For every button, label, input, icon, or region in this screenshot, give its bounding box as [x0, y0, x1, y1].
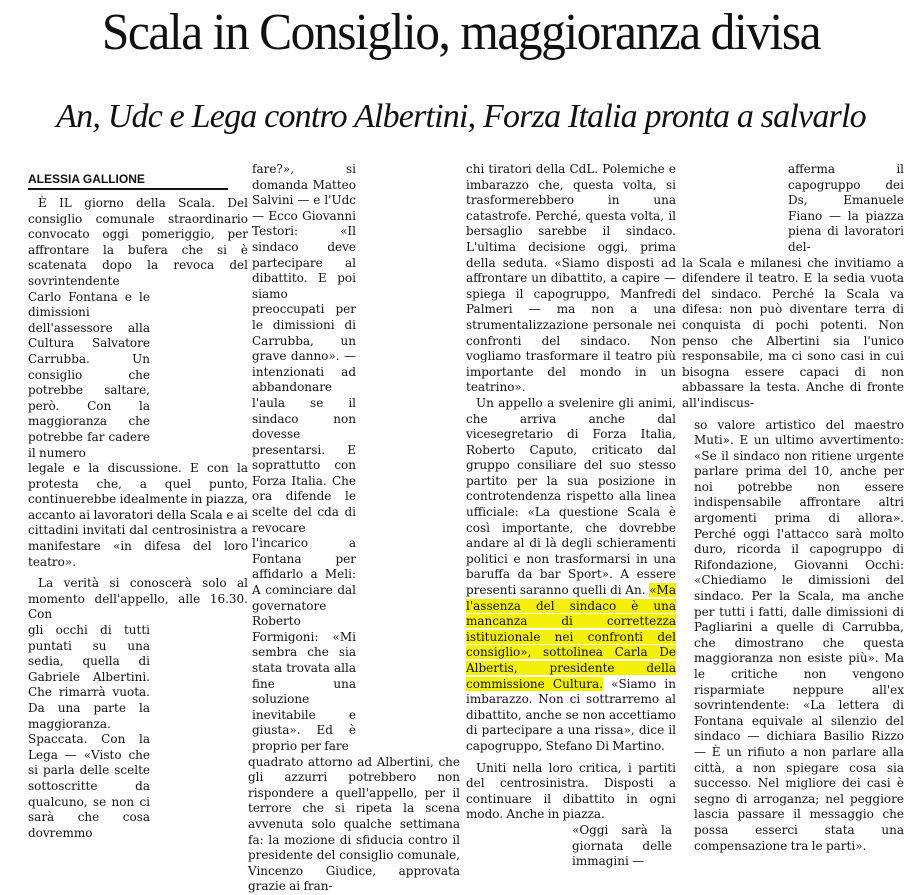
col2-paragraph-wide: quadrato attorno ad Albertini, che gli azzurri potrebbero non rispondere a quell'appello, per il terrore che si ripeta la scena avvenuta solo qualche settimana fa: la mozione di sfiducia contro il presidente del consiglio comunale, Vincenzo Giudice, approvata grazie ai fran-	[248, 754, 460, 894]
col2-paragraph-narrow: fare?», si domanda Matteo Salvini — e l'Udc — Ecco Giovanni Testori: «Il sindaco deve partecipare al dibattito. E poi siamo preoccupati per le dimissioni di Carrubba, un grave danno». — intenzionati ad abbandonare l'aula se il sindaco non dovesse presentarsi. E soprattutto con Forza Italia. Che ora difende le scelte del cda di revocare l'incarico a Fontana per affidarlo a Meli: A cominciare dal governatore Roberto Formigoni: «Mi sembra che sia stata trovata alla fine una soluzione inevitabile e giusta». Ed è proprio per fare	[252, 162, 356, 753]
byline: ALESSIA GALLIONE	[28, 172, 228, 190]
article-column-4	[682, 162, 904, 854]
col1-paragraph-2-wide: La verità si conoscerà solo al momento dell'appello, alle 16.30. Con	[28, 576, 248, 622]
col3-paragraph-2	[466, 396, 676, 755]
col1-paragraph-2-narrow: gli occhi di tutti puntati su una sedia, quella di Gabriele Albertini. Che rimarrà vuota. Da una parte la maggioranza. Spaccata. Con la Lega — «Visto che si parla delle scelte sottoscritte da qualcuno, se non ci sarà che cosa dovremmo	[28, 623, 150, 840]
headline: Scala in Consiglio, maggioranza divisa	[101, 4, 821, 61]
article-column-2	[248, 162, 460, 895]
col4-paragraph-2: so valore artistico del maestro Muti». E un ultimo avvertimento: «Se il sindaco non ritiene urgente parlare prima del 10, anche per noi potrebbe non essere indispensabile affrontare altri argomenti prima di allora». Perché oggi l'attacco sarà molto duro, ricorda il capogruppo di Rifondazione, Giovanni Occhi: «Chiediamo le dimissioni del sindaco. Per la Scala, ma anche per tutti i fatti, dalle dimissioni di Pagliarini a quelle di Carrubba, che dimostrano che questa maggioranza non esiste più». Ma le critiche non vengono risparmiate neppure all'ex sovrintendente: «La lettera di Fontana equivale al silenzio del sindaco — dichiara Basilio Rizzo — È un rifiuto a non parlare alla città, a non spiegare cosa sia successo. Nel migliore dei casi è segno di arroganza; nel peggiore lascia passare il messaggio che possa esserci stata una compensazione tra le parti».	[694, 417, 904, 853]
col1-paragraph-1-end: legale e la discussione. E con la protesta che, a quel punto, continuerebbe idealmente in piazza, accanto ai lavoratori della Scala e ai cittadini invitati dal centrosinistra a manifestare «in difesa del loro teatro».	[28, 461, 248, 569]
col4-paragraph-1-wide: la Scala e milanesi che invitiamo a difendere il teatro. E la sedia vuota del sindaco. Perché la Scala va difesa: non può diventare terra di conquista di pochi potenti. Non penso che Albertini sia l'unico responsabile, ma ci sono casi in cui bisogna essere capaci di non abbassare la testa. Anche di fronte all'indiscus-	[682, 255, 904, 410]
col1-paragraph-1-narrow: Carlo Fontana e le dimissioni dell'assessore alla Cultura Salvatore Carrubba. Un consiglio che potrebbe saltare, però. Con la maggioranza che potrebbe far cadere il numero	[28, 289, 150, 460]
article-column-1	[28, 196, 248, 841]
col1-paragraph-1-wide: È IL giorno della Scala. Del consiglio comunale straordinario convocato oggi pomeriggio, per affrontare la bufera che si è scatenata dopo la revoca del sovrintendente	[28, 196, 248, 288]
subheadline: An, Udc e Lega contro Albertini, Forza Italia pronta a salvarlo	[56, 98, 866, 135]
highlighted-quote: «Ma l'assenza del sindaco è una mancanza di correttezza istituzionale nei confronti del consiglio», sottolinea Carla De Albertis, presidente della commissione Cultura.	[466, 583, 676, 691]
col3-paragraph-2-text: Un appello a svelenire gli animi, che arriva anche dal vicesegretario di Forza Italia, Roberto Caputo, criticato dal gruppo consiliare del suo stesso partito per la sua posizione in controtendenza rispetto alla linea ufficiale: «La questione Scala è così importante, che dovrebbe andare al di là degli schieramenti politici e non trasformarsi in una baruffa da bar Sport». A essere presenti saranno quelli di An.	[466, 395, 676, 598]
col3-paragraph-3: Uniti nella loro critica, i partiti del centrosinistra. Disposti a continuare il dibattito in ogni modo. Anche in piazza.	[466, 760, 676, 822]
col3-paragraph-1: chi tiratori della CdL. Polemiche e imbarazzo che, questa volta, si trasformerebbero in una catastrofe. Perché, questa volta, il bersaglio sarebbe il sindaco. L'ultima decisione oggi, prima della seduta. «Siamo disposti ad affrontare un dibattito, a capire — spiega il capogruppo, Manfredi Palmeri — ma non a una strumentalizzazione personale nei confronti del sindaco. Non vogliamo trasformare il teatro più importante del mondo in un teatrino».	[466, 162, 676, 395]
article-column-3	[466, 162, 676, 870]
col3-paragraph-3-narrow: «Oggi sarà la giornata delle immagini —	[572, 822, 672, 869]
col4-paragraph-1-narrow: afferma il capogruppo dei Ds, Emanuele Fiano — la piazza piena di lavoratori del-	[788, 162, 904, 254]
col3-paragraph-2-end: «Siamo in imbarazzo. Non ci sottrarremo al dibattito, anche se non accettiamo di partecipare a una rissa», dice il capogruppo, Stefano Di Martino.	[466, 676, 676, 753]
